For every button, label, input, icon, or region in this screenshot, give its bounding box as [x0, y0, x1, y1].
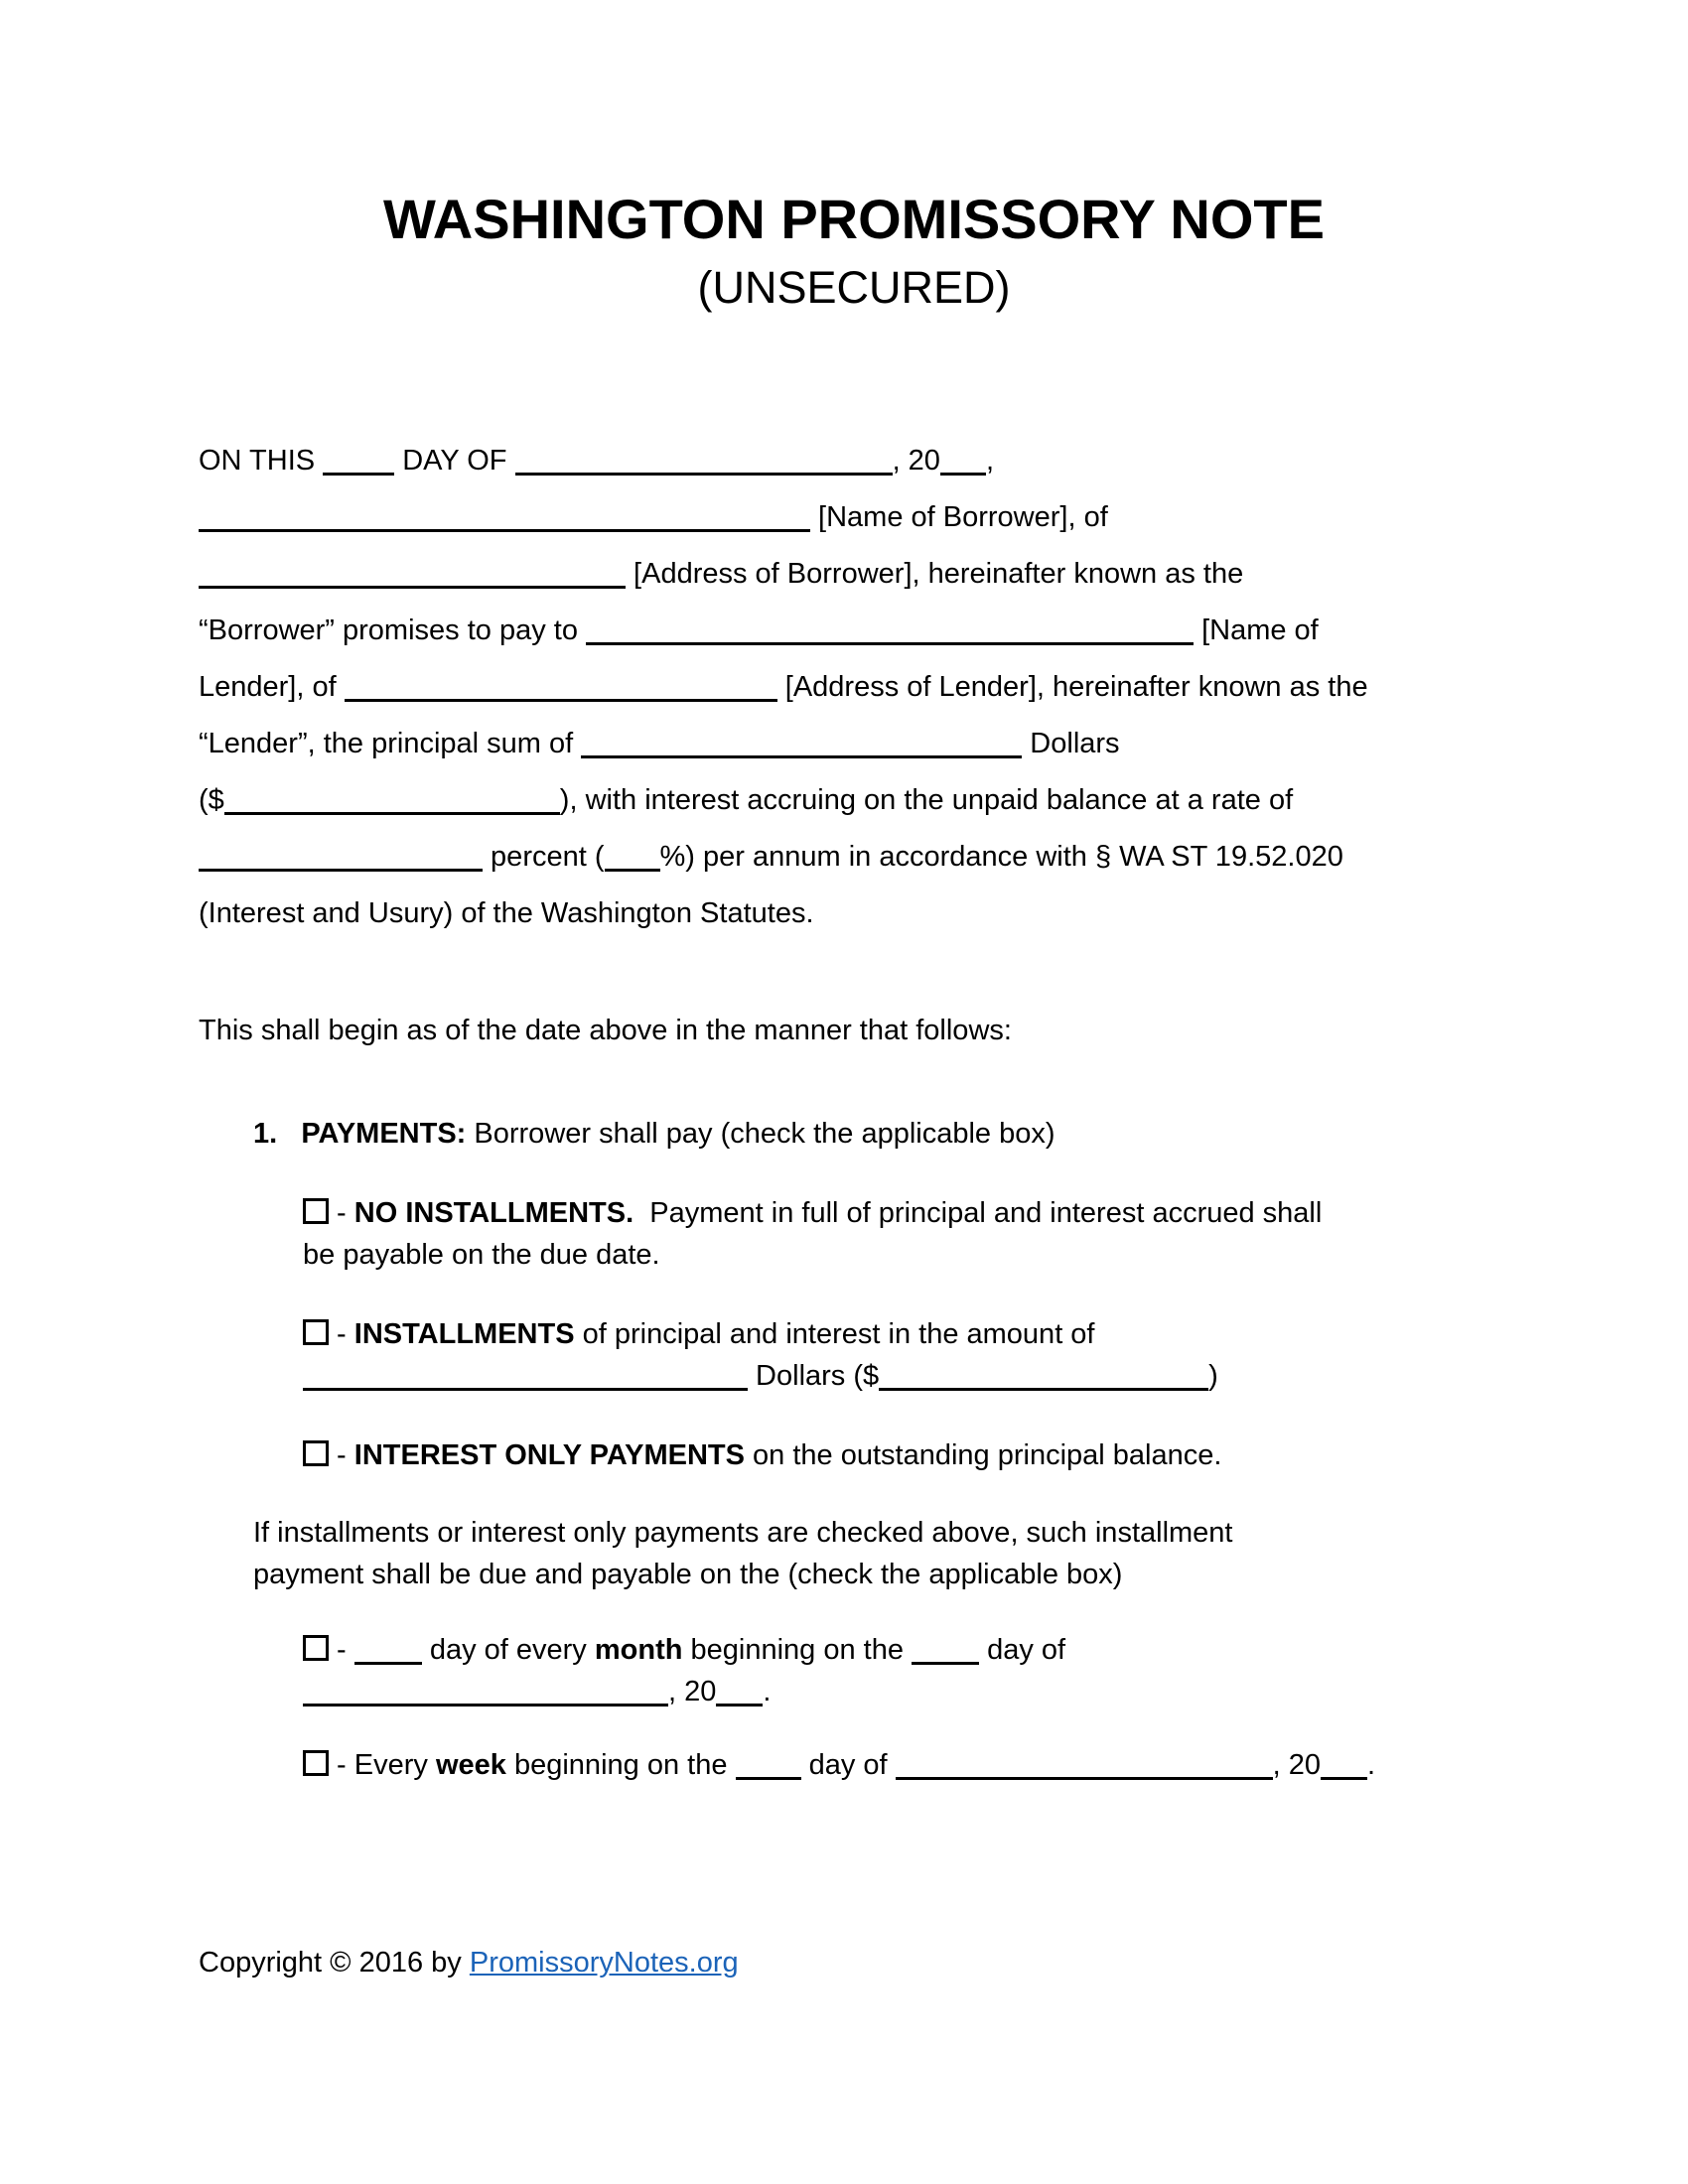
- text: ON THIS: [199, 445, 324, 477]
- text-line: [303, 1671, 1509, 1712]
- text: “Lender”, the principal sum of: [199, 728, 582, 759]
- day-blank[interactable]: [323, 471, 394, 476]
- text-line: [303, 1234, 1509, 1276]
- text-line: [303, 1192, 1509, 1234]
- monthly-start-year-blank[interactable]: [716, 1702, 763, 1706]
- text-line: [199, 772, 1509, 829]
- option-no-installments: [303, 1192, 1509, 1276]
- borrower-address-blank[interactable]: [199, 584, 626, 589]
- page-title: WASHINGTON PROMISSORY NOTE: [383, 188, 1325, 250]
- text: of principal and interest in the amount of: [574, 1318, 1095, 1350]
- text-line: [199, 546, 1509, 603]
- month-blank[interactable]: [515, 471, 893, 476]
- installment-amount-words-blank[interactable]: [303, 1386, 748, 1391]
- text: “Borrower” promises to pay to: [199, 614, 587, 646]
- preamble-text: This shall begin as of the date above in the manner that follows:: [199, 1015, 1012, 1046]
- principal-sum-words-blank[interactable]: [581, 753, 1022, 758]
- lender-address-blank[interactable]: [345, 697, 777, 702]
- text: , 20: [1272, 1749, 1322, 1781]
- text: day of every: [421, 1634, 595, 1666]
- option-installments: [303, 1313, 1509, 1397]
- interest-rate-words-blank[interactable]: [199, 867, 483, 872]
- text: beginning on the: [505, 1749, 736, 1781]
- weekly-start-day-blank[interactable]: [736, 1775, 801, 1780]
- text: day of: [800, 1749, 896, 1781]
- text: ,: [985, 445, 994, 477]
- text: Dollars: [1022, 728, 1120, 759]
- monthly-checkbox[interactable]: [303, 1635, 329, 1661]
- copyright-text: Copyright © 2016 by: [199, 1947, 470, 1979]
- installment-amount-number-blank[interactable]: [879, 1386, 1208, 1391]
- intro-paragraph: [199, 433, 1509, 942]
- text-line: [303, 1744, 1509, 1786]
- bold-text: month: [594, 1634, 683, 1666]
- text: Borrower shall pay (check the applicable box): [466, 1118, 1055, 1150]
- text: DAY OF: [394, 445, 515, 477]
- text-line: [199, 603, 1509, 659]
- text: Lender], of: [199, 671, 345, 703]
- text: If installments or interest only payments are checked above, such installment: [253, 1517, 1233, 1549]
- text: Payment in full of principal and interest accrued shall: [633, 1197, 1323, 1229]
- option-interest-only: [303, 1434, 1509, 1476]
- text: .: [763, 1676, 772, 1707]
- text: [Address of Borrower], hereinafter known as the: [626, 558, 1244, 590]
- text-line: [253, 1554, 1509, 1595]
- text: , 20: [668, 1676, 717, 1707]
- lender-name-blank[interactable]: [586, 640, 1194, 645]
- text: -: [329, 1439, 354, 1471]
- text: Dollars ($: [748, 1360, 880, 1392]
- section-number: 1.: [253, 1118, 278, 1150]
- text-line: [303, 1355, 1509, 1397]
- text-line: [303, 1434, 1509, 1476]
- text-line: [303, 1313, 1509, 1355]
- weekly-start-month-blank[interactable]: [896, 1775, 1273, 1780]
- text: %) per annum in accordance with § WA ST 19.52.020: [659, 841, 1343, 873]
- monthly-start-day-blank[interactable]: [912, 1660, 979, 1665]
- text: percent (: [483, 841, 605, 873]
- option-weekly: [303, 1744, 1509, 1786]
- option-label-no-installments: NO INSTALLMENTS.: [353, 1197, 634, 1229]
- text: [277, 1118, 301, 1150]
- text-line: [199, 433, 1509, 489]
- text-line: [199, 829, 1509, 886]
- text: be payable on the due date.: [303, 1239, 660, 1271]
- text-line: [303, 1629, 1509, 1671]
- interest-rate-number-blank[interactable]: [605, 867, 660, 872]
- text: , 20: [892, 445, 940, 477]
- option-monthly: [303, 1629, 1509, 1712]
- option-label-interest-only: INTEREST ONLY PAYMENTS: [353, 1439, 745, 1471]
- page-subtitle: (UNSECURED): [697, 262, 1011, 313]
- section-1-heading: [199, 1113, 1509, 1155]
- text: .: [1367, 1749, 1376, 1781]
- text-line: [199, 659, 1509, 716]
- section-title: PAYMENTS:: [301, 1118, 467, 1150]
- text: ($: [199, 784, 224, 816]
- bold-text: week: [435, 1749, 506, 1781]
- text: [Address of Lender], hereinafter known as the: [776, 671, 1368, 703]
- weekly-start-year-blank[interactable]: [1321, 1775, 1367, 1780]
- option-label-installments: INSTALLMENTS: [353, 1318, 575, 1350]
- text: -: [329, 1197, 354, 1229]
- interest-only-checkbox[interactable]: [303, 1440, 329, 1466]
- no-installments-checkbox[interactable]: [303, 1198, 329, 1224]
- text: beginning on the: [682, 1634, 913, 1666]
- promissorynotes-link[interactable]: PromissoryNotes.org: [469, 1947, 739, 1979]
- text: payment shall be due and payable on the (check the applicable box): [253, 1559, 1123, 1590]
- installments-checkbox[interactable]: [303, 1319, 329, 1345]
- text-line: [253, 1512, 1509, 1554]
- text: -: [329, 1318, 354, 1350]
- monthly-day-blank[interactable]: [354, 1660, 422, 1665]
- monthly-start-month-blank[interactable]: [303, 1702, 668, 1706]
- text-line: [199, 716, 1509, 772]
- text: ), with interest accruing on the unpaid balance at a rate of: [559, 784, 1294, 816]
- text: [Name of: [1194, 614, 1319, 646]
- borrower-name-blank[interactable]: [199, 527, 810, 532]
- text-line: [199, 886, 1509, 942]
- text-line: [253, 1113, 1509, 1155]
- text: [Name of Borrower], of: [810, 501, 1108, 533]
- year-blank[interactable]: [940, 471, 986, 476]
- text-line: [199, 489, 1509, 546]
- footer: [199, 1943, 1509, 1982]
- text: on the outstanding principal balance.: [744, 1439, 1222, 1471]
- weekly-checkbox[interactable]: [303, 1750, 329, 1776]
- principal-sum-number-blank[interactable]: [224, 810, 560, 815]
- text: (Interest and Usury) of the Washington Statutes.: [199, 897, 814, 929]
- text: day of: [979, 1634, 1066, 1666]
- text: - Every: [329, 1749, 436, 1781]
- text: ): [1208, 1360, 1218, 1392]
- installment-condition-paragraph: [253, 1512, 1509, 1595]
- text: -: [329, 1634, 354, 1666]
